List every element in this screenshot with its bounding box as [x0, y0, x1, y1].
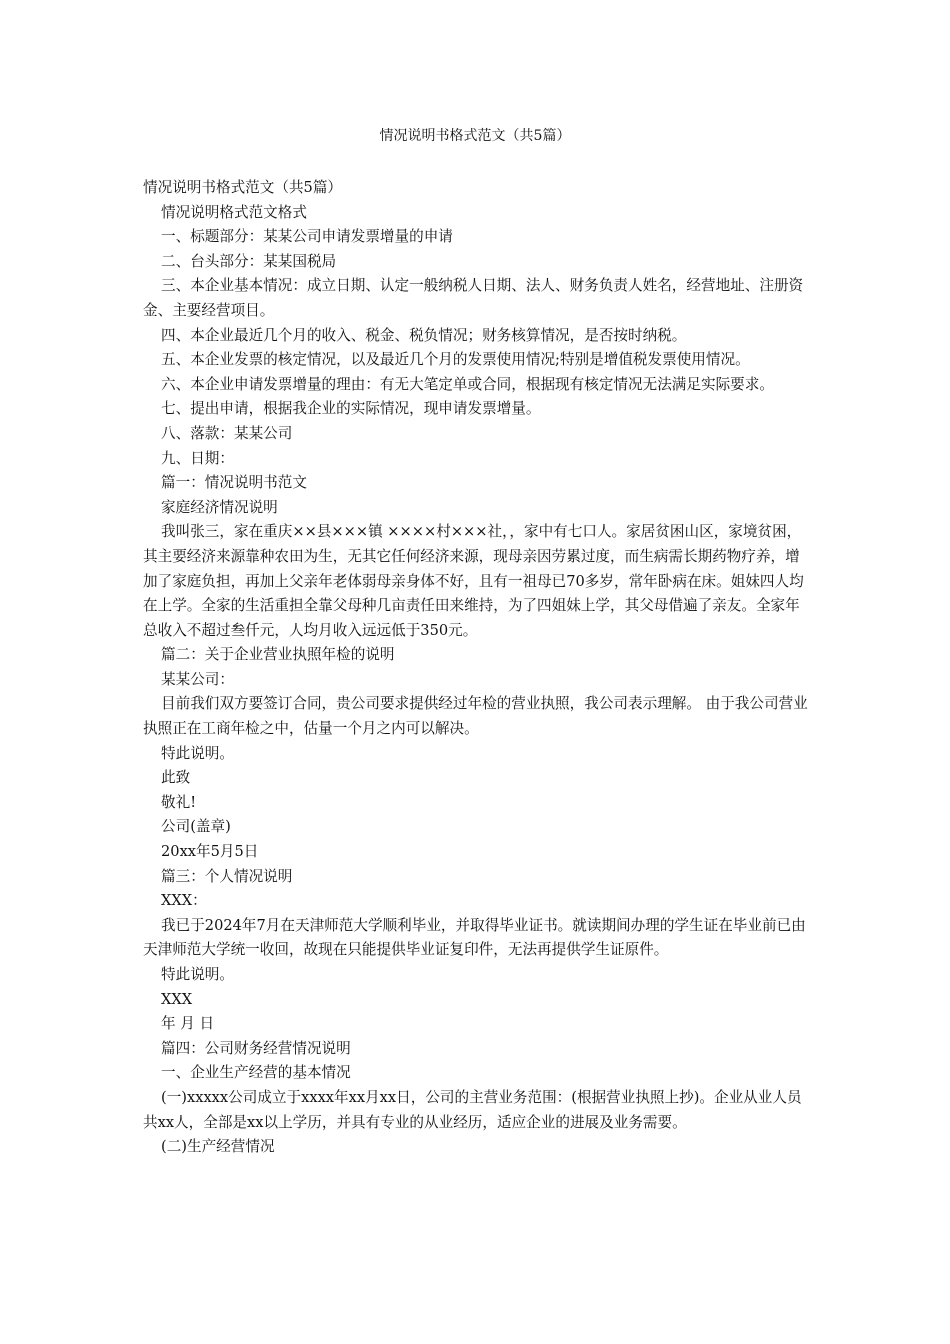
paragraph: 此致: [161, 769, 191, 787]
paragraph: 我已于2024年7月在天津师范大学顺利毕业，并取得毕业证书。就读期间办理的学生证在毕业前已由天津师范大学统一收回，故现在只能提供毕业证复印件，无法再提供学生证原件。: [143, 916, 806, 959]
section-heading: 篇二：关于企业营业执照年检的说明: [161, 646, 395, 664]
paragraph: 三、本企业基本情况：成立日期、认定一般纳税人日期、法人、财务负责人姓名，经营地址、注册资金、主要经营项目。: [143, 277, 804, 319]
paragraph: 特此说明。: [161, 744, 234, 762]
document-heading: 情况说明书格式范文（共5篇）: [143, 179, 343, 196]
paragraph: 年 月 日: [161, 1015, 215, 1033]
paragraph: 八、落款：某某公司: [161, 424, 293, 442]
paragraph: 目前我们双方要签订合同，贵公司要求提供经过年检的营业执照，我公司表示理解。 由于我公司营业执照正在工商年检之中，估量一个月之内可以解决。: [143, 695, 808, 738]
paragraph: 敬礼!: [161, 793, 197, 811]
section-heading: 篇一：情况说明书范文: [161, 474, 307, 492]
paragraph: 二、台头部分：某某国税局: [161, 252, 337, 270]
section-heading: 篇三：个人情况说明: [161, 867, 293, 885]
paragraph: 公司(盖章): [161, 818, 231, 836]
paragraph: 六、本企业申请发票增量的理由：有无大笔定单或合同，根据现有核定情况无法满足实际要求。: [161, 375, 774, 393]
paragraph: XXX: [161, 990, 193, 1008]
paragraph: 20xx年5月5日: [161, 843, 259, 861]
paragraph: 一、标题部分：某某公司申请发票增量的申请: [161, 228, 453, 246]
paragraph: 四、本企业最近几个月的收入、税金、税负情况；财务核算情况，是否按时纳税。: [161, 326, 687, 344]
paragraph: 五、本企业发票的核定情况，以及最近几个月的发票使用情况;特别是增值税发票使用情况。: [161, 351, 750, 369]
section-heading: 篇四：公司财务经营情况说明: [161, 1039, 351, 1057]
paragraph: 我叫张三，家在重庆××县×××镇 ××××村×××社，，家中有七口人。家居贫困山区，家境贫困，其主要经济来源靠种农田为生，无其它任何经济来源，现母亲因劳累过度，而生病需长期药物疗养，增加了家庭负担，再加上父亲年老体弱母亲身体不好，且有一祖母已70多岁，常年卧病在床。姐妹四人均在上学。全家的生活重担全靠父母种几亩责任田来维持，为了四姐妹上学，其父母借遍了亲友。全家年总收入不超过叁仟元，人均月收入远远低于350元。: [143, 523, 804, 639]
paragraph: 情况说明格式范文格式: [161, 203, 307, 221]
paragraph: 某某公司：: [161, 670, 234, 688]
paragraph: XXX：: [161, 892, 207, 910]
document-title: 情况说明书格式范文（共5篇）: [379, 128, 571, 144]
paragraph: 家庭经济情况说明: [161, 498, 278, 516]
paragraph: 一、企业生产经营的基本情况: [161, 1064, 351, 1082]
paragraph: 特此说明。: [161, 966, 234, 983]
paragraph: (二)生产经营情况: [161, 1138, 275, 1156]
document-body: [143, 176, 811, 1160]
paragraph: (一)xxxxx公司成立于xxxx年xx月xx日，公司的主营业务范围：(根据营业执照上抄)。企业从业人员共xx人，全部是xx以上学历，并具有专业的从业经历，适应企业的进展及业务需要。: [143, 1088, 802, 1131]
paragraph: 七、提出申请，根据我企业的实际情况，现申请发票增量。: [161, 400, 541, 418]
paragraph: 九、日期：: [161, 449, 234, 467]
